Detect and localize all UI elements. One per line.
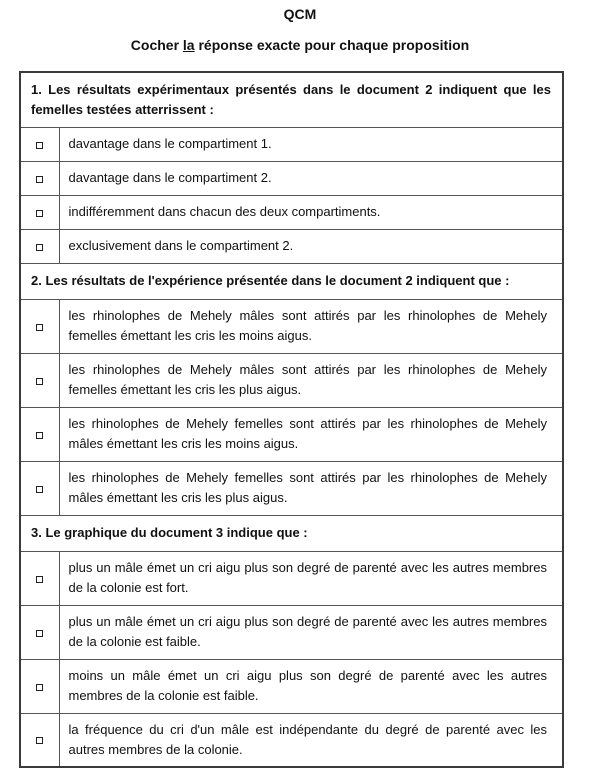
option-text: plus un mâle émet un cri aigu plus son degré de parenté avec les autres membres de la colonie est faible. (59, 605, 563, 659)
checkbox-cell (20, 605, 59, 659)
option-text: davantage dans le compartiment 2. (59, 161, 563, 195)
question-1-row (20, 72, 563, 127)
checkbox[interactable] (36, 684, 43, 691)
checkbox[interactable] (36, 210, 43, 217)
option-text: plus un mâle émet un cri aigu plus son degré de parenté avec les autres membres de la colonie est fort. (59, 551, 563, 605)
checkbox[interactable] (36, 486, 43, 493)
checkbox[interactable] (36, 737, 43, 744)
checkbox[interactable] (36, 576, 43, 583)
checkbox-cell (20, 229, 59, 263)
question-2-option-2-row (20, 353, 563, 407)
option-text: la fréquence du cri d'un mâle est indépendante du degré de parenté avec les autres membres de la colonie. (59, 713, 563, 767)
option-text: moins un mâle émet un cri aigu plus son degré de parenté avec les autres membres de la colonie est faible. (59, 659, 563, 713)
checkbox[interactable] (36, 432, 43, 439)
question-1-option-2-row (20, 161, 563, 195)
question-1-option-3-row (20, 195, 563, 229)
checkbox-cell (20, 299, 59, 353)
question-3-option-4-row (20, 713, 563, 767)
question-3-option-2-row (20, 605, 563, 659)
checkbox[interactable] (36, 378, 43, 385)
checkbox-cell (20, 161, 59, 195)
question-2-option-4-row (20, 461, 563, 515)
qcm-table (19, 71, 564, 768)
checkbox-cell (20, 659, 59, 713)
checkbox-cell (20, 713, 59, 767)
checkbox-cell (20, 353, 59, 407)
question-3-label: 3. Le graphique du document 3 indique que : (20, 515, 563, 551)
subtitle-text-pre: Cocher (130, 37, 183, 53)
checkbox-cell (20, 461, 59, 515)
checkbox[interactable] (36, 324, 43, 331)
option-text: indifféremment dans chacun des deux compartiments. (59, 195, 563, 229)
question-3-option-3-row (20, 659, 563, 713)
checkbox-cell (20, 127, 59, 161)
option-text: davantage dans le compartiment 1. (59, 127, 563, 161)
page-subtitle (0, 38, 600, 53)
checkbox-cell (20, 551, 59, 605)
option-text: exclusivement dans le compartiment 2. (59, 229, 563, 263)
question-3-row (20, 515, 563, 551)
qcm-document (0, 7, 600, 768)
question-1-label: 1. Les résultats expérimentaux présentés dans le document 2 indiquent que les femelles testées atterrissent : (20, 72, 563, 127)
option-text: les rhinolophes de Mehely femelles sont attirés par les rhinolophes de Mehely mâles émettant les cris les moins aigus. (59, 407, 563, 461)
option-text: les rhinolophes de Mehely femelles sont attirés par les rhinolophes de Mehely mâles émettant les cris les plus aigus. (59, 461, 563, 515)
subtitle-text-post: réponse exacte pour chaque proposition (194, 37, 470, 53)
checkbox[interactable] (36, 630, 43, 637)
checkbox[interactable] (36, 142, 43, 149)
page-title: QCM (283, 6, 317, 22)
option-text: les rhinolophes de Mehely mâles sont attirés par les rhinolophes de Mehely femelles émettant les cris les moins aigus. (59, 299, 563, 353)
checkbox-cell (20, 407, 59, 461)
checkbox-cell (20, 195, 59, 229)
question-2-row (20, 263, 563, 299)
subtitle-underlined-word: la (182, 37, 195, 53)
question-2-option-1-row (20, 299, 563, 353)
question-1-option-4-row (20, 229, 563, 263)
question-2-option-3-row (20, 407, 563, 461)
checkbox[interactable] (36, 176, 43, 183)
question-2-label: 2. Les résultats de l'expérience présentée dans le document 2 indiquent que : (20, 263, 563, 299)
option-text: les rhinolophes de Mehely mâles sont attirés par les rhinolophes de Mehely femelles émettant les cris les plus aigus. (59, 353, 563, 407)
question-1-option-1-row (20, 127, 563, 161)
checkbox[interactable] (36, 244, 43, 251)
question-3-option-1-row (20, 551, 563, 605)
